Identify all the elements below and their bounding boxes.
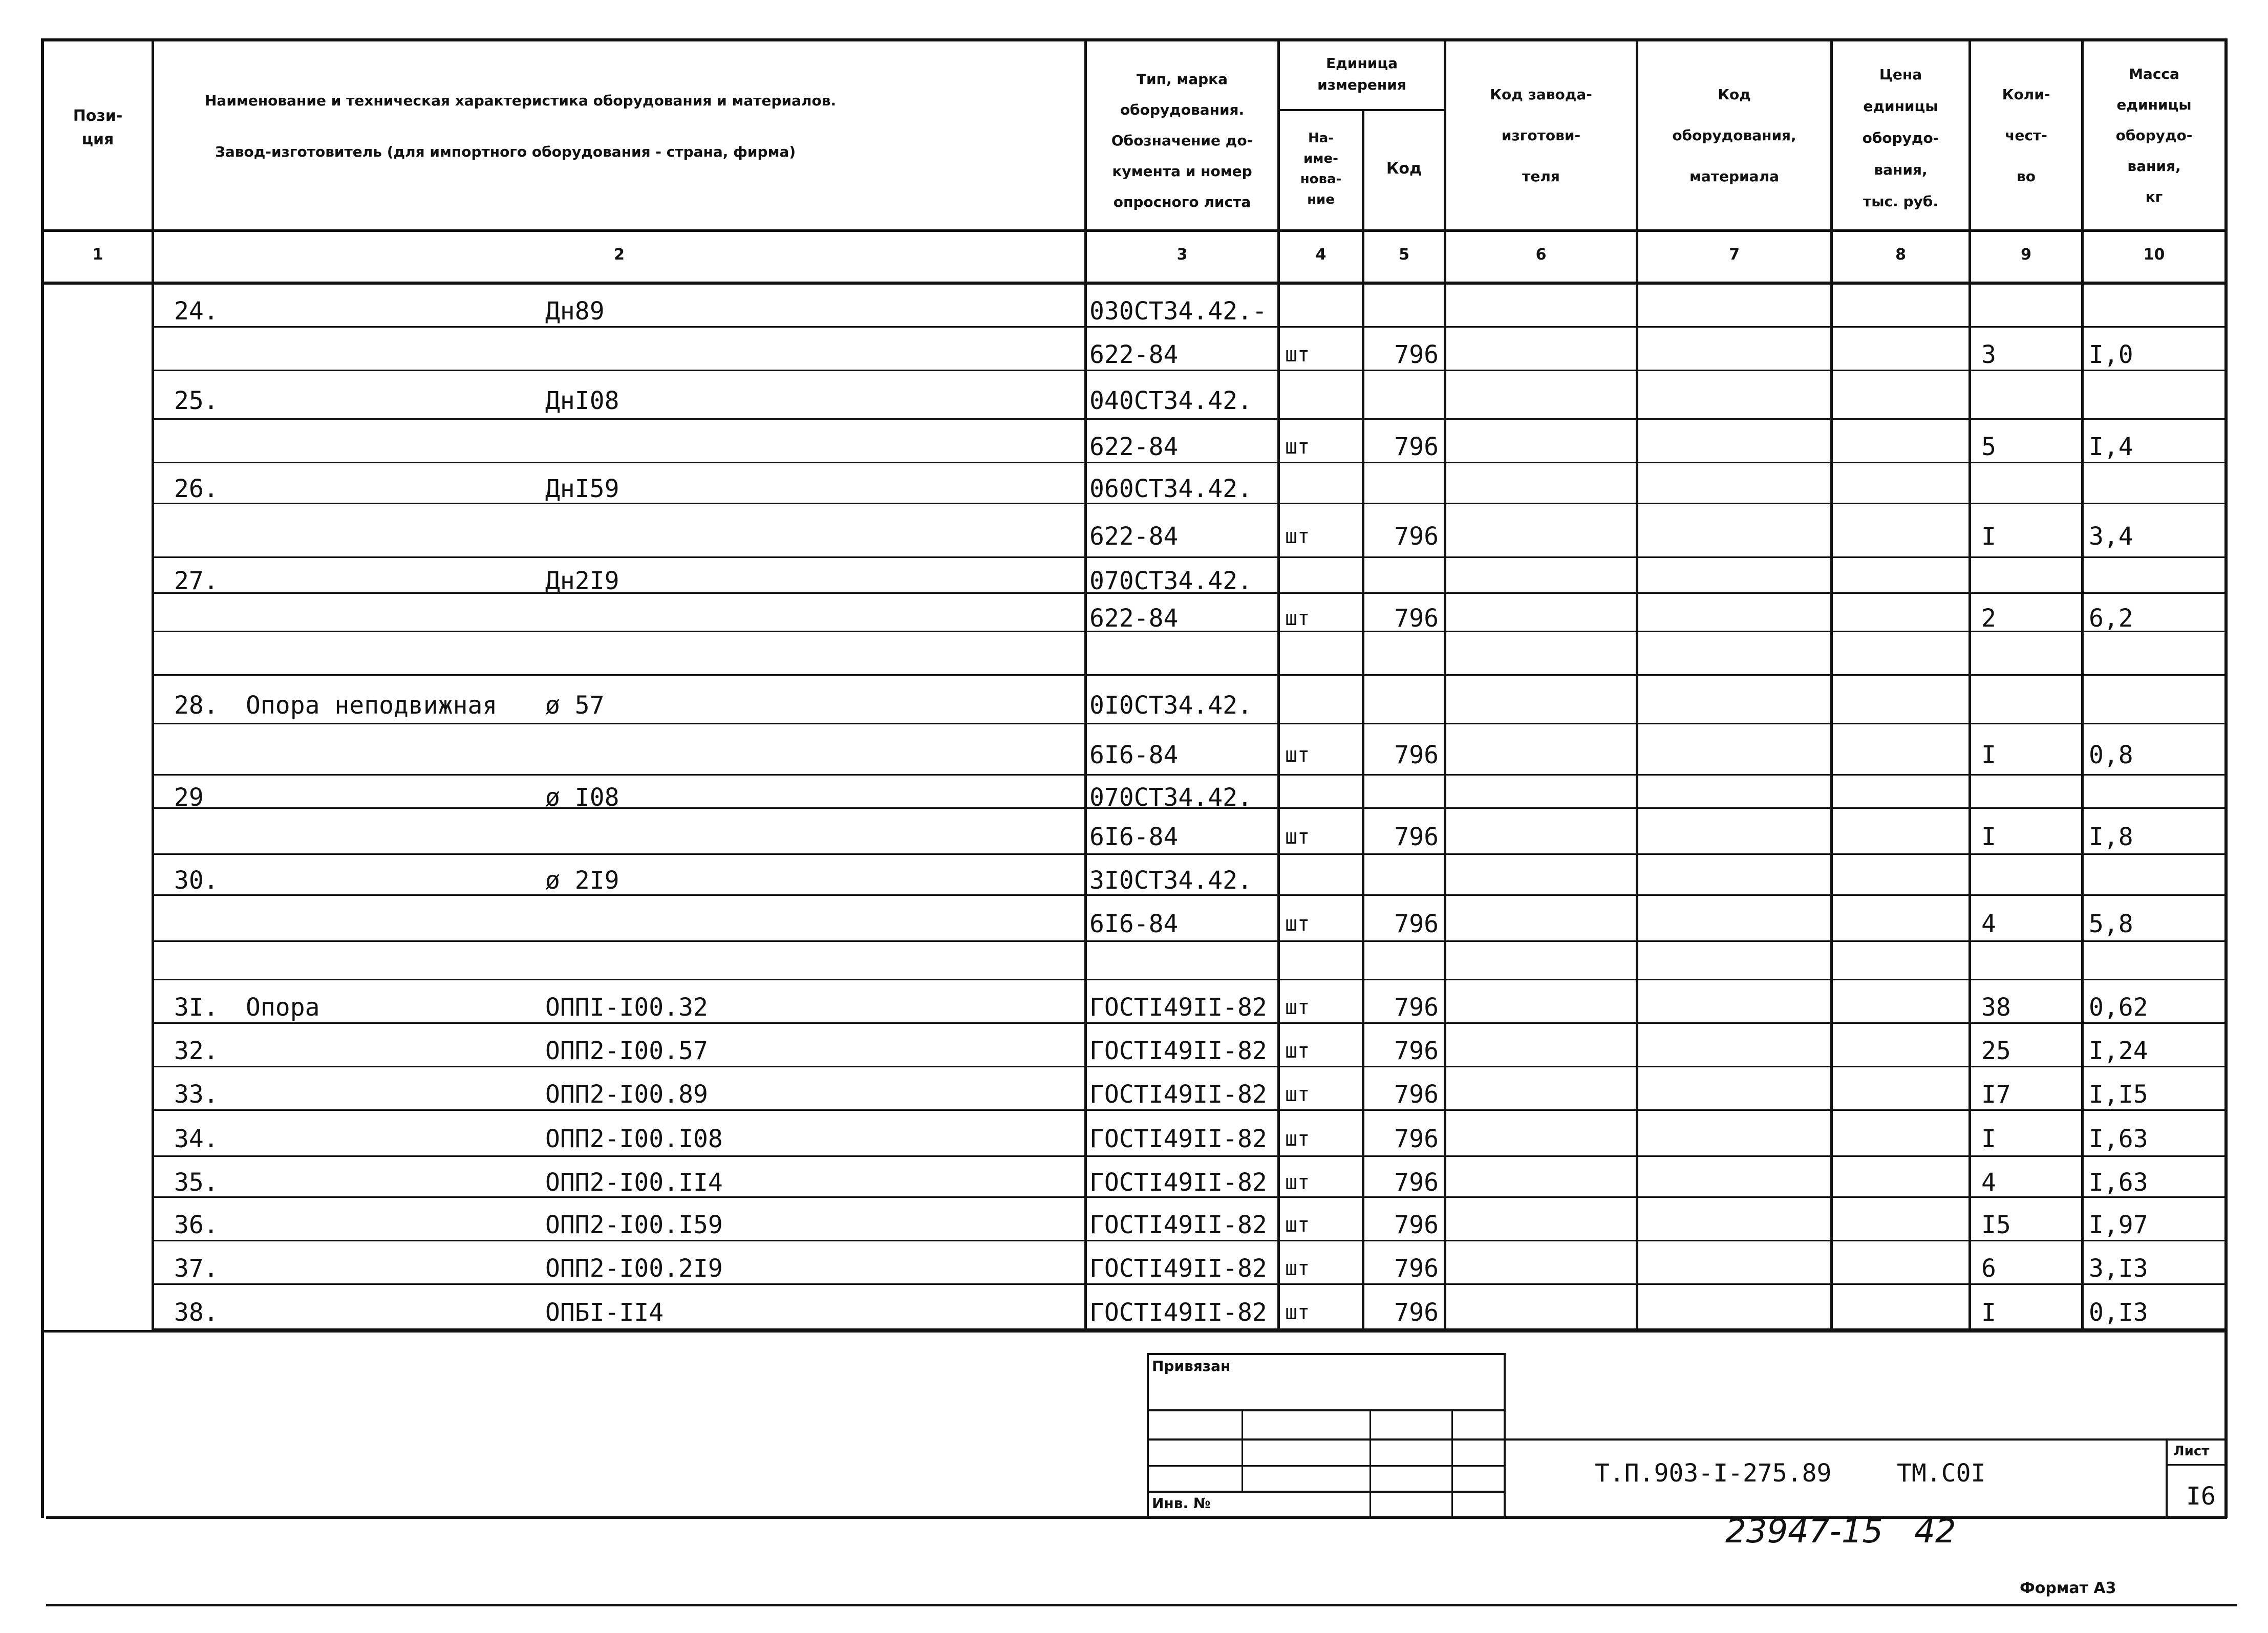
cell-spec: ДнI59 <box>545 475 619 503</box>
cell-pos: 32. <box>174 1036 219 1065</box>
cell-mass: I,0 <box>2089 340 2133 369</box>
header-unit-group: Единица измерения <box>1317 55 1406 93</box>
cell-spec: ОПП2-I00.II4 <box>545 1168 723 1197</box>
cell-code: 796 <box>1394 1168 1439 1197</box>
cell-spec: ОПП2-I00.I08 <box>545 1125 723 1153</box>
cell-mass: I,24 <box>2089 1036 2148 1065</box>
header-col2-line2: Завод-изготовитель (для импортного оборудования - страна, фирма) <box>215 143 796 160</box>
cell-unit: шт <box>1285 912 1310 936</box>
cell-doc: ГОСТI49II-82 <box>1089 1125 1267 1153</box>
colnum-divider <box>41 282 2227 285</box>
cell-code: 796 <box>1394 604 1439 633</box>
cell-code: 796 <box>1394 823 1439 851</box>
colnum-10: 10 <box>2143 246 2165 264</box>
sheet-code: ТМ.С0I <box>1897 1459 1986 1488</box>
header-col3: Тип, марка оборудования. Обозначение до- кумента и номер опросного листа <box>1111 71 1253 210</box>
cell-doc: 6I6-84 <box>1089 741 1179 769</box>
cell-code: 796 <box>1394 432 1439 461</box>
row-divider <box>154 370 2226 371</box>
cell-qty: I <box>1981 741 1996 769</box>
cell-unit: шт <box>1285 1256 1310 1280</box>
cell-doc: ГОСТI49II-82 <box>1089 1254 1267 1283</box>
col-sep-5 <box>1444 38 1446 1331</box>
cell-spec: ОППI-I00.32 <box>545 993 708 1022</box>
header-col6: Код завода- изготови- теля <box>1490 86 1592 185</box>
cell-qty: 5 <box>1981 432 1996 461</box>
cell-qty: I5 <box>1981 1210 2011 1239</box>
cell-spec: Дн89 <box>545 296 605 326</box>
frame-right <box>2224 38 2228 1518</box>
cell-doc: 6I6-84 <box>1089 910 1179 938</box>
cell-code: 796 <box>1394 1210 1439 1239</box>
cell-doc: 070СТ34.42. <box>1089 567 1252 595</box>
cell-unit: шт <box>1285 435 1310 459</box>
colnum-5: 5 <box>1399 246 1409 264</box>
cell-doc: 6I6-84 <box>1089 823 1179 851</box>
cell-unit: шт <box>1285 606 1310 630</box>
row-divider <box>154 1155 2226 1157</box>
cell-code: 796 <box>1394 1080 1439 1109</box>
cell-mass: 6,2 <box>2089 604 2133 633</box>
cell-doc: 0I0СТ34.42. <box>1089 691 1252 720</box>
stamp-box-left <box>1147 1353 1149 1518</box>
header-col1: Пози- ция <box>73 107 123 148</box>
row-divider <box>154 462 2226 463</box>
cell-qty: 38 <box>1981 993 2011 1022</box>
list-box-left <box>2166 1438 2168 1518</box>
cell-pos: 34. <box>174 1125 219 1153</box>
cell-name: Опора <box>246 993 320 1022</box>
cell-pos: 3I. <box>174 993 219 1022</box>
stamp-box-right <box>1504 1353 1506 1518</box>
list-number: I6 <box>2186 1482 2216 1511</box>
cell-unit: шт <box>1285 1082 1310 1106</box>
cell-unit: шт <box>1285 743 1310 767</box>
row-divider <box>154 853 2226 855</box>
cell-unit: шт <box>1285 995 1310 1019</box>
col-sep-8 <box>1969 38 1971 1331</box>
stamp-inv: Инв. № <box>1152 1495 1211 1512</box>
cell-pos: 33. <box>174 1080 219 1109</box>
cell-code: 796 <box>1394 1125 1439 1153</box>
cell-doc: 622-84 <box>1089 432 1179 461</box>
cell-code: 796 <box>1394 522 1439 551</box>
colnum-2: 2 <box>614 246 625 264</box>
cell-qty: I <box>1981 1125 1996 1153</box>
cell-name: Опора неподвижная <box>246 691 498 720</box>
cell-qty: 6 <box>1981 1254 1996 1283</box>
cell-spec: ОПП2-I00.57 <box>545 1036 708 1065</box>
header-col7: Код оборудования, материала <box>1672 86 1796 185</box>
col-sep-2 <box>1084 38 1087 1331</box>
row-divider <box>154 418 2226 420</box>
handwritten-number: 23947-15 42 <box>1725 1513 1956 1551</box>
cell-mass: 5,8 <box>2089 910 2133 938</box>
row-divider <box>154 674 2226 676</box>
cell-mass: I,97 <box>2089 1210 2148 1239</box>
cell-qty: 25 <box>1981 1036 2011 1065</box>
unit-subheader-line <box>1277 109 1444 111</box>
cell-doc: ГОСТI49II-82 <box>1089 1210 1267 1239</box>
cell-qty: I <box>1981 1298 1996 1327</box>
cell-doc: ГОСТI49II-82 <box>1089 1298 1267 1327</box>
cell-pos: 28. <box>174 691 219 720</box>
page-bottom-line <box>46 1604 2237 1606</box>
cell-pos: 27. <box>174 567 219 595</box>
col-sep-9 <box>2081 38 2084 1331</box>
header-col9: Коли- чест- во <box>2002 86 2050 185</box>
cell-qty: 4 <box>1981 1168 1996 1197</box>
cell-pos: 26. <box>174 475 219 503</box>
header-col4: На- име- нова- ние <box>1300 131 1342 207</box>
cell-doc: 060СТ34.42. <box>1089 475 1252 503</box>
row-divider <box>154 723 2226 724</box>
cell-pos: 35. <box>174 1168 219 1197</box>
colnum-1: 1 <box>92 246 103 264</box>
row-divider <box>154 774 2226 776</box>
colnum-4: 4 <box>1315 246 1326 264</box>
header-col8: Цена единицы оборудо- вания, тыс. руб. <box>1862 66 1939 210</box>
colnum-7: 7 <box>1729 246 1740 264</box>
cell-spec: ø 57 <box>545 691 605 720</box>
col-sep-7 <box>1830 38 1833 1331</box>
cell-code: 796 <box>1394 993 1439 1022</box>
cell-qty: 2 <box>1981 604 1996 633</box>
cell-unit: шт <box>1285 1171 1310 1194</box>
cell-spec: ø 2I9 <box>545 866 619 895</box>
cell-doc: ГОСТI49II-82 <box>1089 1080 1267 1109</box>
stamp-box-top <box>1147 1353 1505 1355</box>
cell-unit: шт <box>1285 524 1310 548</box>
cell-mass: 0,62 <box>2089 993 2148 1022</box>
header-divider <box>41 229 2227 232</box>
cell-code: 796 <box>1394 741 1439 769</box>
cell-unit: шт <box>1285 342 1310 367</box>
stamp-v1 <box>1242 1409 1243 1491</box>
row-divider <box>154 1328 2226 1330</box>
cell-unit: шт <box>1285 1039 1310 1063</box>
row-divider <box>154 979 2226 980</box>
col-sep-6 <box>1636 38 1638 1331</box>
cell-mass: 0,8 <box>2089 741 2133 769</box>
cell-unit: шт <box>1285 825 1310 849</box>
colnum-3: 3 <box>1176 246 1188 264</box>
header-col10: Масса единицы оборудо- вания, кг <box>2115 66 2193 205</box>
cell-mass: 0,I3 <box>2089 1298 2148 1327</box>
cell-code: 796 <box>1394 1254 1439 1283</box>
table-top-border <box>41 38 2227 41</box>
stamp-v3 <box>1451 1409 1453 1517</box>
header-col5: Код <box>1386 160 1422 178</box>
col-sep-3 <box>1277 38 1280 1331</box>
colnum-9: 9 <box>2021 246 2031 264</box>
cell-doc: 622-84 <box>1089 604 1179 633</box>
stamp-privyazan: Привязан <box>1152 1358 1231 1374</box>
row-divider <box>154 631 2226 632</box>
cell-pos: 38. <box>174 1298 219 1327</box>
cell-mass: 3,I3 <box>2089 1254 2148 1283</box>
cell-doc: ГОСТI49II-82 <box>1089 993 1267 1022</box>
cell-doc: ГОСТI49II-82 <box>1089 1036 1267 1065</box>
cell-qty: 3 <box>1981 340 1996 369</box>
cell-qty: I <box>1981 522 1996 551</box>
cell-pos: 30. <box>174 866 219 895</box>
row-divider <box>154 556 2226 558</box>
cell-doc: 622-84 <box>1089 522 1179 551</box>
cell-pos: 36. <box>174 1210 219 1239</box>
cell-mass: I,63 <box>2089 1168 2148 1197</box>
cell-qty: I7 <box>1981 1080 2011 1109</box>
cell-pos: 25. <box>174 386 219 415</box>
format-label: Формат А3 <box>2020 1579 2116 1597</box>
cell-doc: ГОСТI49II-82 <box>1089 1168 1267 1197</box>
cell-doc: 3I0СТ34.42. <box>1089 866 1252 895</box>
row-divider <box>154 940 2226 942</box>
cell-doc: 040СТ34.42. <box>1089 386 1252 415</box>
cell-doc: 070СТ34.42. <box>1089 783 1252 812</box>
list-box-mid <box>2166 1464 2226 1466</box>
cell-spec: ОПБI-II4 <box>545 1298 664 1327</box>
cell-doc: 030СТ34.42.- <box>1089 296 1267 326</box>
cell-spec: Дн2I9 <box>545 567 619 595</box>
cell-spec: ДнI08 <box>545 386 619 415</box>
cell-pos: 37. <box>174 1254 219 1283</box>
cell-qty: 4 <box>1981 910 1996 938</box>
cell-spec: ОПП2-I00.2I9 <box>545 1254 723 1283</box>
cell-mass: I,I5 <box>2089 1080 2148 1109</box>
colnum-6: 6 <box>1535 246 1547 264</box>
cell-mass: I,4 <box>2089 432 2133 461</box>
cell-code: 796 <box>1394 1298 1439 1327</box>
cell-qty: I <box>1981 823 1996 851</box>
document-code: Т.П.903-I-275.89 <box>1595 1459 1832 1488</box>
cell-spec: ОПП2-I00.89 <box>545 1080 708 1109</box>
header-col2-line1: Наименование и техническая характеристика оборудования и материалов. <box>205 92 837 109</box>
cell-unit: шт <box>1285 1213 1310 1237</box>
stamp-v2 <box>1370 1409 1371 1517</box>
cell-pos: 29 <box>174 783 204 812</box>
cell-spec: ø I08 <box>545 783 619 812</box>
stamp-h2 <box>1147 1438 2227 1441</box>
colnum-8: 8 <box>1895 246 1906 264</box>
cell-mass: I,63 <box>2089 1125 2148 1153</box>
col-sep-1 <box>152 38 154 1331</box>
list-label: Лист <box>2173 1444 2210 1459</box>
cell-unit: шт <box>1285 1301 1310 1324</box>
cell-code: 796 <box>1394 910 1439 938</box>
cell-code: 796 <box>1394 340 1439 369</box>
cell-mass: I,8 <box>2089 823 2133 851</box>
cell-code: 796 <box>1394 1036 1439 1065</box>
cell-pos: 24. <box>174 296 219 326</box>
cell-unit: шт <box>1285 1127 1310 1151</box>
cell-doc: 622-84 <box>1089 340 1179 369</box>
cell-spec: ОПП2-I00.I59 <box>545 1210 723 1239</box>
table-bottom-line <box>41 1330 2227 1333</box>
cell-mass: 3,4 <box>2089 522 2133 551</box>
